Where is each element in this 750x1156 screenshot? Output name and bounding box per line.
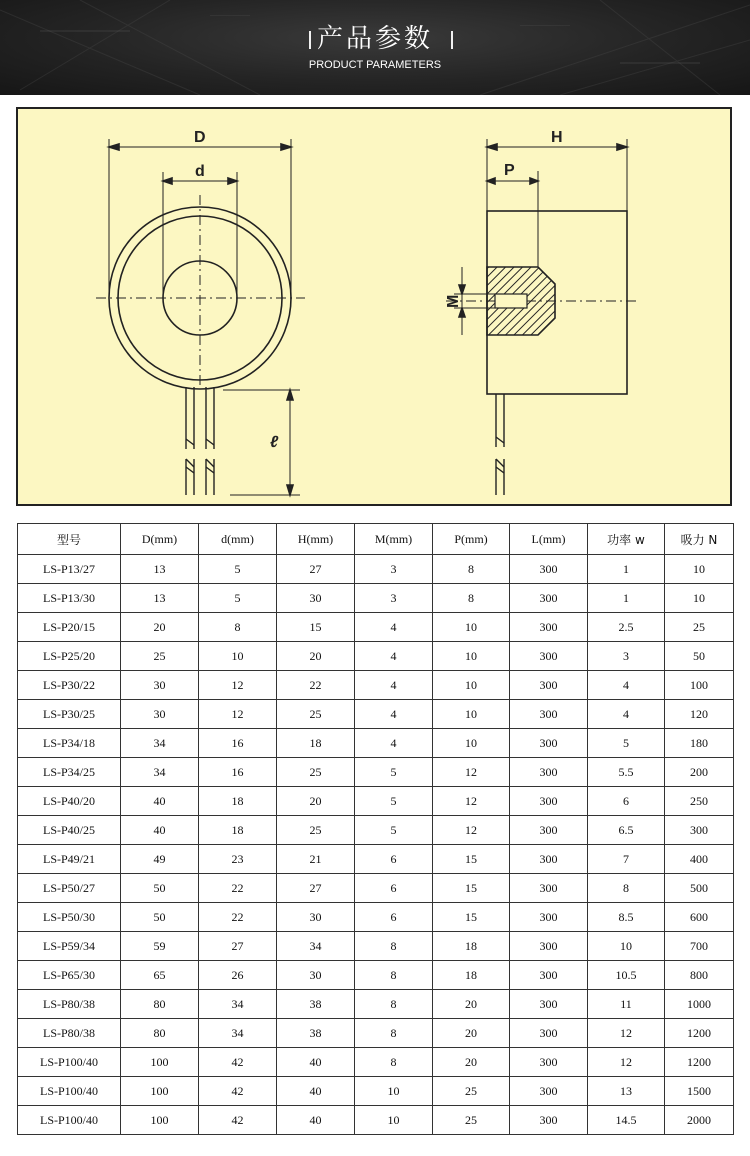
holding-force-cell: 500: [665, 874, 734, 903]
thread-cell: 4: [355, 671, 433, 700]
lead-length-cell: 300: [510, 642, 588, 671]
power-cell: 6.5: [588, 816, 665, 845]
table-row: [18, 903, 734, 932]
height-cell: 30: [277, 961, 355, 990]
inner-diameter-cell: 34: [199, 1019, 277, 1048]
label-lead-length: ℓ: [270, 434, 279, 451]
depth-cell: 25: [433, 1077, 510, 1106]
power-cell: 6: [588, 787, 665, 816]
side-view: [446, 139, 640, 495]
depth-cell: 20: [433, 1019, 510, 1048]
thread-cell: 5: [355, 787, 433, 816]
outer-diameter-cell: 80: [121, 990, 199, 1019]
holding-force-cell: 400: [665, 845, 734, 874]
thread-cell: 8: [355, 1019, 433, 1048]
thread-cell: 6: [355, 845, 433, 874]
power-cell: 12: [588, 1048, 665, 1077]
outer-diameter-cell: 30: [121, 671, 199, 700]
parameter-table: [17, 523, 734, 1135]
depth-cell: 12: [433, 787, 510, 816]
holding-force-cell: 700: [665, 932, 734, 961]
holding-force-cell: 300: [665, 816, 734, 845]
depth-cell: 18: [433, 961, 510, 990]
outer-diameter-cell: 65: [121, 961, 199, 990]
depth-cell: 8: [433, 555, 510, 584]
lead-length-cell: 300: [510, 1077, 588, 1106]
label-depth: P: [504, 162, 515, 179]
inner-diameter-cell: 8: [199, 613, 277, 642]
power-cell: 10.5: [588, 961, 665, 990]
outer-diameter-cell: 40: [121, 787, 199, 816]
inner-diameter-cell: 18: [199, 816, 277, 845]
thread-cell: 4: [355, 642, 433, 671]
height-cell: 18: [277, 729, 355, 758]
power-cell: 4: [588, 671, 665, 700]
inner-diameter-cell: 16: [199, 758, 277, 787]
inner-diameter-cell: 27: [199, 932, 277, 961]
thread-cell: 8: [355, 1048, 433, 1077]
table-row: [18, 671, 734, 700]
inner-diameter-cell: 42: [199, 1077, 277, 1106]
holding-force-cell: 200: [665, 758, 734, 787]
inner-diameter-cell: 5: [199, 555, 277, 584]
height-cell: 25: [277, 816, 355, 845]
height-cell: 40: [277, 1077, 355, 1106]
height-cell: 27: [277, 874, 355, 903]
table-row: [18, 1077, 734, 1106]
outer-diameter-cell: 100: [121, 1106, 199, 1135]
table-header-row: [18, 524, 734, 555]
height-cell: 34: [277, 932, 355, 961]
dimension-drawing: [18, 109, 730, 504]
holding-force-cell: 10: [665, 584, 734, 613]
holding-force-cell: 50: [665, 642, 734, 671]
table-row: [18, 613, 734, 642]
holding-force-cell: 25: [665, 613, 734, 642]
lead-length-cell: 300: [510, 700, 588, 729]
lead-length-cell: 300: [510, 729, 588, 758]
depth-cell: 15: [433, 874, 510, 903]
lead-length-cell: 300: [510, 1106, 588, 1135]
power-cell: 1: [588, 555, 665, 584]
thread-cell: 4: [355, 613, 433, 642]
header-outer-diameter: D(mm): [121, 524, 199, 555]
holding-force-cell: 1200: [665, 1019, 734, 1048]
header-lead-length: L(mm): [510, 524, 588, 555]
thread-cell: 8: [355, 990, 433, 1019]
inner-diameter-cell: 42: [199, 1106, 277, 1135]
height-cell: 15: [277, 613, 355, 642]
inner-diameter-cell: 10: [199, 642, 277, 671]
lead-length-cell: 300: [510, 845, 588, 874]
height-cell: 40: [277, 1106, 355, 1135]
height-cell: 25: [277, 758, 355, 787]
outer-diameter-cell: 25: [121, 642, 199, 671]
header-thread: M(mm): [355, 524, 433, 555]
model-cell: LS-P65/30: [18, 961, 121, 990]
parameter-table-wrap: [17, 523, 733, 1135]
lead-length-cell: 300: [510, 613, 588, 642]
inner-diameter-cell: 12: [199, 671, 277, 700]
model-cell: LS-P49/21: [18, 845, 121, 874]
label-height: H: [551, 129, 563, 146]
inner-diameter-cell: 26: [199, 961, 277, 990]
model-cell: LS-P100/40: [18, 1106, 121, 1135]
inner-diameter-cell: 23: [199, 845, 277, 874]
power-cell: 12: [588, 1019, 665, 1048]
lead-length-cell: 300: [510, 787, 588, 816]
header-model: 型号: [18, 524, 121, 555]
lead-length-cell: 300: [510, 990, 588, 1019]
lead-length-cell: 300: [510, 903, 588, 932]
page-title: 产品参数: [316, 24, 433, 54]
holding-force-cell: 120: [665, 700, 734, 729]
outer-diameter-cell: 30: [121, 700, 199, 729]
depth-cell: 10: [433, 642, 510, 671]
table-row: [18, 787, 734, 816]
power-cell: 14.5: [588, 1106, 665, 1135]
holding-force-cell: 1200: [665, 1048, 734, 1077]
outer-diameter-cell: 34: [121, 758, 199, 787]
outer-diameter-cell: 50: [121, 874, 199, 903]
holding-force-cell: 2000: [665, 1106, 734, 1135]
lead-length-cell: 300: [510, 758, 588, 787]
thread-cell: 4: [355, 700, 433, 729]
table-row: [18, 729, 734, 758]
table-row: [18, 874, 734, 903]
height-cell: 27: [277, 555, 355, 584]
table-row: [18, 642, 734, 671]
table-row: [18, 816, 734, 845]
outer-diameter-cell: 40: [121, 816, 199, 845]
depth-cell: 10: [433, 729, 510, 758]
thread-cell: 5: [355, 758, 433, 787]
outer-diameter-cell: 50: [121, 903, 199, 932]
model-cell: LS-P59/34: [18, 932, 121, 961]
inner-diameter-cell: 16: [199, 729, 277, 758]
model-cell: LS-P13/30: [18, 584, 121, 613]
thread-cell: 10: [355, 1106, 433, 1135]
depth-cell: 10: [433, 613, 510, 642]
depth-cell: 10: [433, 700, 510, 729]
thread-cell: 10: [355, 1077, 433, 1106]
outer-diameter-cell: 100: [121, 1048, 199, 1077]
page-subtitle: PRODUCT PARAMETERS: [308, 59, 442, 71]
holding-force-cell: 600: [665, 903, 734, 932]
height-cell: 25: [277, 700, 355, 729]
height-cell: 20: [277, 642, 355, 671]
lead-length-cell: 300: [510, 874, 588, 903]
depth-cell: 20: [433, 990, 510, 1019]
header-holding-force: 吸力 N: [665, 524, 734, 555]
outer-diameter-cell: 13: [121, 555, 199, 584]
lead-length-cell: 300: [510, 932, 588, 961]
table-body: [18, 555, 734, 1135]
lead-length-cell: 300: [510, 584, 588, 613]
model-cell: LS-P40/25: [18, 816, 121, 845]
inner-diameter-cell: 12: [199, 700, 277, 729]
inner-diameter-cell: 22: [199, 874, 277, 903]
model-cell: LS-P80/38: [18, 1019, 121, 1048]
header-height: H(mm): [277, 524, 355, 555]
header-banner: [0, 0, 750, 95]
lead-length-cell: 300: [510, 555, 588, 584]
holding-force-cell: 1500: [665, 1077, 734, 1106]
model-cell: LS-P80/38: [18, 990, 121, 1019]
model-cell: LS-P25/20: [18, 642, 121, 671]
height-cell: 38: [277, 990, 355, 1019]
thread-cell: 8: [355, 961, 433, 990]
power-cell: 2.5: [588, 613, 665, 642]
height-cell: 40: [277, 1048, 355, 1077]
outer-diameter-cell: 34: [121, 729, 199, 758]
thread-cell: 6: [355, 903, 433, 932]
depth-cell: 10: [433, 671, 510, 700]
holding-force-cell: 1000: [665, 990, 734, 1019]
outer-diameter-cell: 100: [121, 1077, 199, 1106]
power-cell: 11: [588, 990, 665, 1019]
table-row: [18, 932, 734, 961]
inner-diameter-cell: 5: [199, 584, 277, 613]
holding-force-cell: 800: [665, 961, 734, 990]
table-row: [18, 700, 734, 729]
table-row: [18, 1019, 734, 1048]
thread-cell: 3: [355, 555, 433, 584]
table-row: [18, 990, 734, 1019]
power-cell: 8: [588, 874, 665, 903]
height-cell: 20: [277, 787, 355, 816]
table-row: [18, 1048, 734, 1077]
model-cell: LS-P30/22: [18, 671, 121, 700]
depth-cell: 18: [433, 932, 510, 961]
holding-force-cell: 10: [665, 555, 734, 584]
depth-cell: 15: [433, 903, 510, 932]
depth-cell: 25: [433, 1106, 510, 1135]
power-cell: 8.5: [588, 903, 665, 932]
outer-diameter-cell: 49: [121, 845, 199, 874]
power-cell: 5: [588, 729, 665, 758]
table-row: [18, 1106, 734, 1135]
lead-length-cell: 300: [510, 961, 588, 990]
holding-force-cell: 180: [665, 729, 734, 758]
table-row: [18, 555, 734, 584]
power-cell: 3: [588, 642, 665, 671]
inner-diameter-cell: 22: [199, 903, 277, 932]
holding-force-cell: 100: [665, 671, 734, 700]
model-cell: LS-P34/25: [18, 758, 121, 787]
model-cell: LS-P40/20: [18, 787, 121, 816]
model-cell: LS-P50/30: [18, 903, 121, 932]
inner-diameter-cell: 18: [199, 787, 277, 816]
outer-diameter-cell: 13: [121, 584, 199, 613]
table-row: [18, 758, 734, 787]
power-cell: 10: [588, 932, 665, 961]
model-cell: LS-P100/40: [18, 1048, 121, 1077]
height-cell: 38: [277, 1019, 355, 1048]
thread-cell: 8: [355, 932, 433, 961]
depth-cell: 12: [433, 758, 510, 787]
lead-length-cell: 300: [510, 671, 588, 700]
table-row: [18, 845, 734, 874]
model-cell: LS-P20/15: [18, 613, 121, 642]
power-cell: 1: [588, 584, 665, 613]
label-outer-diameter: D: [194, 129, 206, 146]
lead-length-cell: 300: [510, 1048, 588, 1077]
power-cell: 13: [588, 1077, 665, 1106]
height-cell: 21: [277, 845, 355, 874]
depth-cell: 15: [433, 845, 510, 874]
model-cell: LS-P100/40: [18, 1077, 121, 1106]
thread-cell: 3: [355, 584, 433, 613]
model-cell: LS-P30/25: [18, 700, 121, 729]
height-cell: 30: [277, 903, 355, 932]
model-cell: LS-P13/27: [18, 555, 121, 584]
table-row: [18, 584, 734, 613]
thread-cell: 4: [355, 729, 433, 758]
power-cell: 4: [588, 700, 665, 729]
lead-length-cell: 300: [510, 1019, 588, 1048]
thread-cell: 5: [355, 816, 433, 845]
header-inner-diameter: d(mm): [199, 524, 277, 555]
depth-cell: 12: [433, 816, 510, 845]
inner-diameter-cell: 42: [199, 1048, 277, 1077]
lead-length-cell: 300: [510, 816, 588, 845]
thread-cell: 6: [355, 874, 433, 903]
depth-cell: 20: [433, 1048, 510, 1077]
model-cell: LS-P50/27: [18, 874, 121, 903]
power-cell: 7: [588, 845, 665, 874]
outer-diameter-cell: 59: [121, 932, 199, 961]
height-cell: 30: [277, 584, 355, 613]
holding-force-cell: 250: [665, 787, 734, 816]
outer-diameter-cell: 80: [121, 1019, 199, 1048]
label-inner-diameter: d: [195, 163, 205, 180]
technical-drawing-panel: [16, 107, 732, 506]
model-cell: LS-P34/18: [18, 729, 121, 758]
header-depth: P(mm): [433, 524, 510, 555]
table-row: [18, 961, 734, 990]
header-power: 功率 w: [588, 524, 665, 555]
depth-cell: 8: [433, 584, 510, 613]
inner-diameter-cell: 34: [199, 990, 277, 1019]
outer-diameter-cell: 20: [121, 613, 199, 642]
power-cell: 5.5: [588, 758, 665, 787]
label-thread: M: [445, 294, 462, 308]
height-cell: 22: [277, 671, 355, 700]
